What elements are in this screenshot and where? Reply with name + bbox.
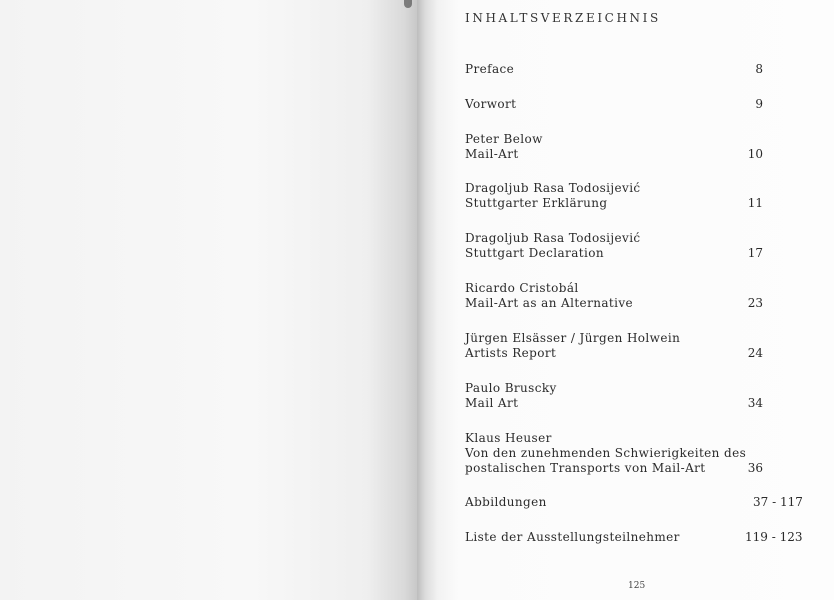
- entry-title: Artists Report: [465, 346, 557, 360]
- page-number: 125: [628, 581, 646, 591]
- toc-entry-teilnehmer: [465, 530, 805, 545]
- entry-title: Mail-Art as an Alternative: [465, 296, 634, 310]
- entry-page: 11: [747, 196, 763, 210]
- toc-entry-todosijevic-de: [465, 181, 805, 211]
- entry-page: 34: [747, 396, 763, 410]
- entry-title: Abbildungen: [465, 495, 547, 509]
- entry-author: Paulo Bruscky: [465, 381, 557, 395]
- toc-entry-below: [465, 132, 805, 162]
- entry-title: Liste der Ausstellungsteilnehmer: [465, 530, 680, 544]
- entry-title: Vorwort: [465, 97, 517, 111]
- entry-page: 17: [747, 246, 763, 260]
- entry-author: Peter Below: [465, 132, 543, 146]
- entry-title-cont: postalischen Transports von Mail-Art: [465, 461, 706, 475]
- toc-heading: INHALTSVERZEICHNIS: [465, 11, 661, 25]
- entry-author: Jürgen Elsässer / Jürgen Holwein: [465, 331, 681, 345]
- toc-entry-vorwort: [465, 97, 805, 112]
- toc-entry-preface: [465, 62, 805, 77]
- toc-entry-todosijevic-en: [465, 231, 805, 261]
- entry-page: 119 - 123: [745, 530, 803, 544]
- toc-entry-cristobal: [465, 281, 805, 311]
- entry-title: Preface: [465, 62, 515, 76]
- entry-page: 36: [747, 461, 763, 475]
- entry-title: Stuttgarter Erklärung: [465, 196, 608, 210]
- table-of-contents: [465, 0, 810, 600]
- toc-entry-abbildungen: [465, 495, 805, 510]
- entry-author: Dragoljub Rasa Todosijević: [465, 231, 641, 245]
- entry-author: Klaus Heuser: [465, 431, 552, 445]
- entry-page: 8: [755, 62, 763, 76]
- entry-author: Ricardo Cristobál: [465, 281, 579, 295]
- toc-entry-elsaesser: [465, 331, 805, 361]
- entry-title: Mail-Art: [465, 147, 519, 161]
- entry-title: Mail Art: [465, 396, 519, 410]
- entry-title: Stuttgart Declaration: [465, 246, 604, 260]
- entry-author: Dragoljub Rasa Todosijević: [465, 181, 641, 195]
- toc-entry-heuser: [465, 431, 805, 476]
- entry-page: 10: [747, 147, 763, 161]
- toc-entry-bruscky: [465, 381, 805, 411]
- entry-page: 37 - 117: [753, 495, 803, 509]
- entry-page: 23: [747, 296, 763, 310]
- binding-mark: [404, 0, 412, 8]
- entry-title: Von den zunehmenden Schwierigkeiten des: [465, 446, 747, 460]
- entry-page: 24: [747, 346, 763, 360]
- entry-page: 9: [755, 97, 763, 111]
